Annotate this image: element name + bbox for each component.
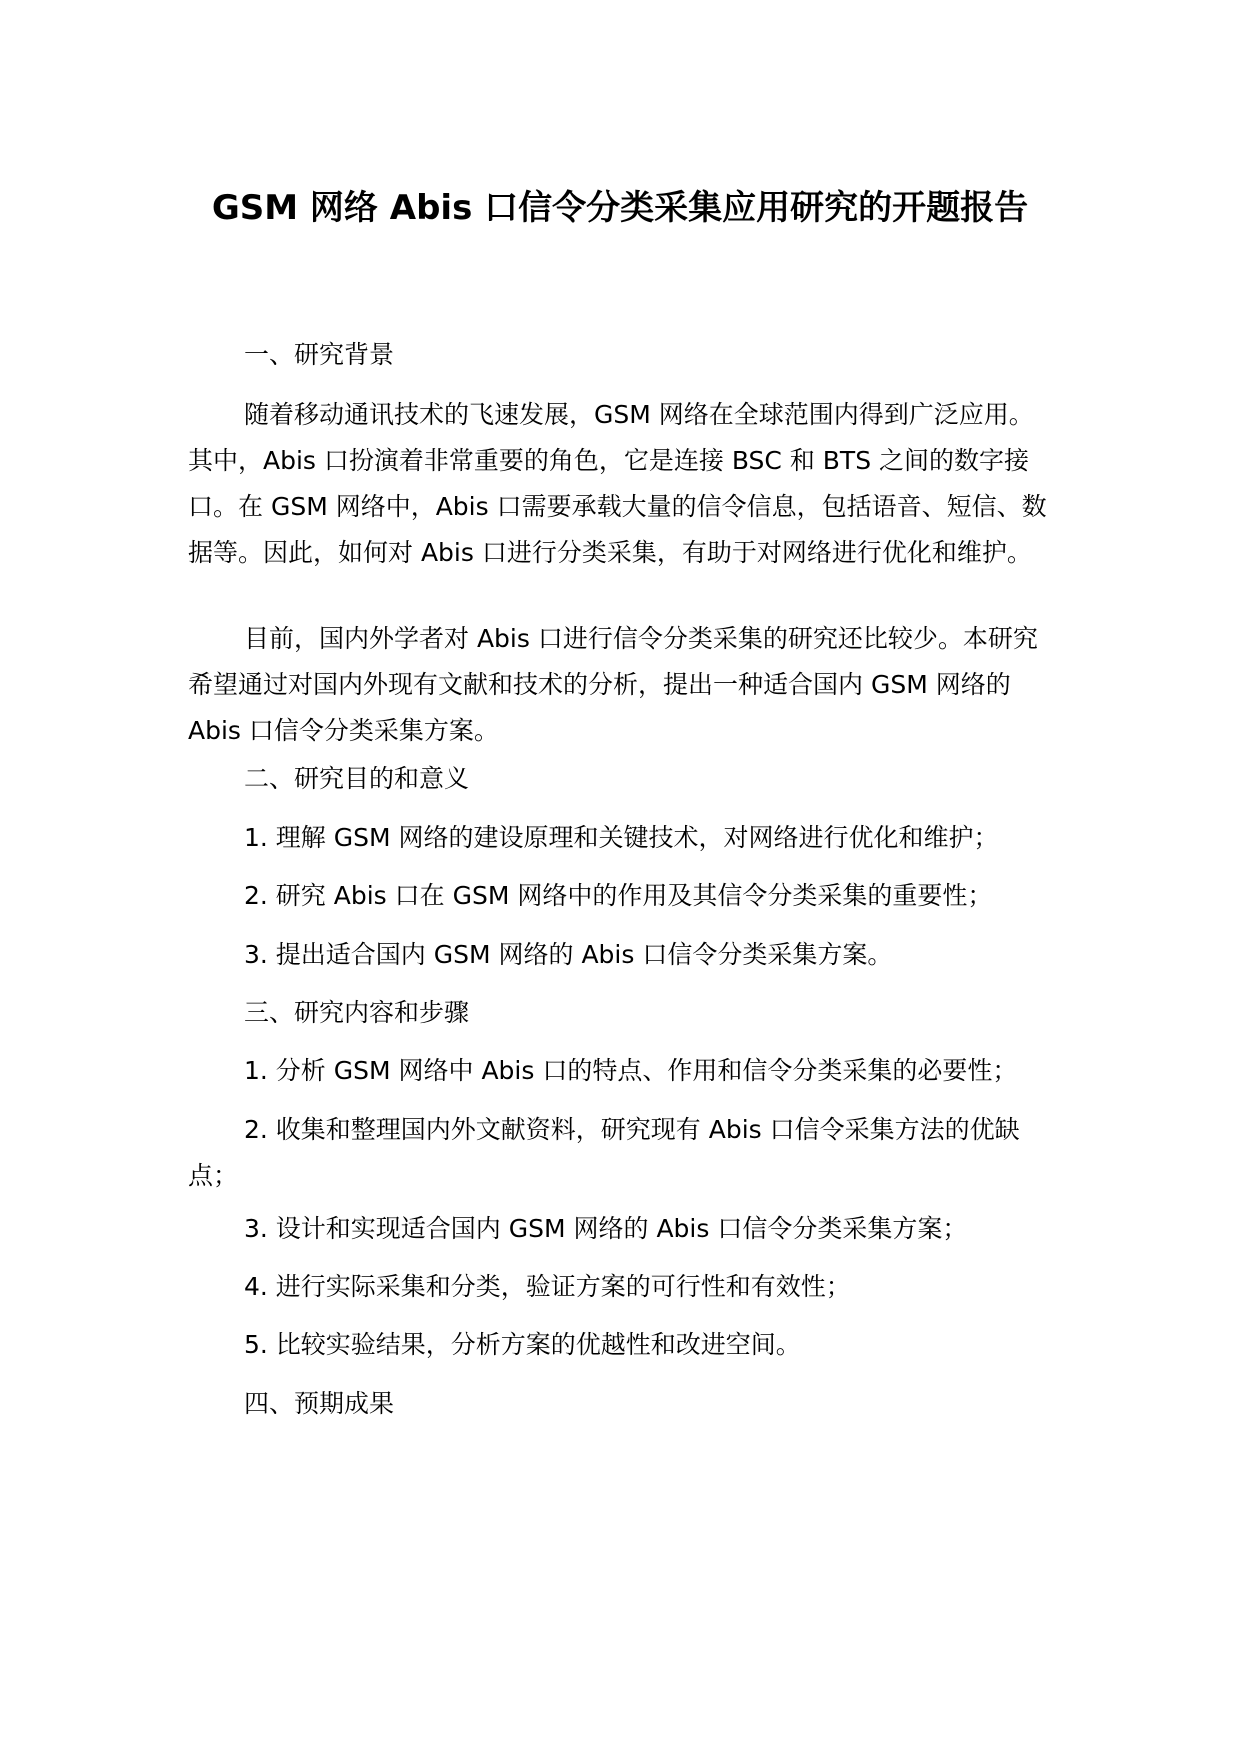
list-item-content-1: 1. 分析 GSM 网络中 Abis 口的特点、作用和信令分类采集的必要性； [244, 1056, 1018, 1085]
section-heading-results: 四、预期成果 [244, 1389, 395, 1418]
section-heading-purpose: 二、研究目的和意义 [244, 764, 470, 793]
list-item-purpose-1: 1. 理解 GSM 网络的建设原理和关键技术，对网络进行优化和维护； [244, 823, 999, 852]
list-item-content-5: 5. 比较实验结果，分析方案的优越性和改进空间。 [244, 1330, 801, 1359]
paragraph-background-1: 随着移动通讯技术的飞速发展，GSM 网络在全球范围内得到广泛应用。其中，Abis 口扮演着非常重要的角色，它是连接 BSC 和 BTS 之间的数字接口。在 GSM 网络中，Abis 口需要承载大量的信令信息，包括语音、短信、数据等。因此，如何对 Abis 口进行分类采集，有助于对网络进行优化和维护。 [188, 400, 1047, 567]
list-item-content-3: 3. 设计和实现适合国内 GSM 网络的 Abis 口信令分类采集方案； [244, 1214, 968, 1243]
paragraph-background-2: 目前，国内外学者对 Abis 口进行信令分类采集的研究还比较少。本研究希望通过对国内外现有文献和技术的分析，提出一种适合国内 GSM 网络的 Abis 口信令分类采集方案。 [188, 624, 1038, 745]
list-item-content-2: 2. 收集和整理国内外文献资料，研究现有 Abis 口信令采集方法的优缺点； [188, 1115, 1020, 1190]
list-item-content-4: 4. 进行实际采集和分类，验证方案的可行性和有效性； [244, 1272, 851, 1301]
list-item-purpose-2: 2. 研究 Abis 口在 GSM 网络中的作用及其信令分类采集的重要性； [244, 881, 993, 910]
section-heading-background: 一、研究背景 [244, 340, 395, 369]
document-title: GSM 网络 Abis 口信令分类采集应用研究的开题报告 [211, 188, 1029, 228]
section-heading-content: 三、研究内容和步骤 [244, 998, 470, 1027]
list-item-purpose-3: 3. 提出适合国内 GSM 网络的 Abis 口信令分类采集方案。 [244, 940, 893, 969]
